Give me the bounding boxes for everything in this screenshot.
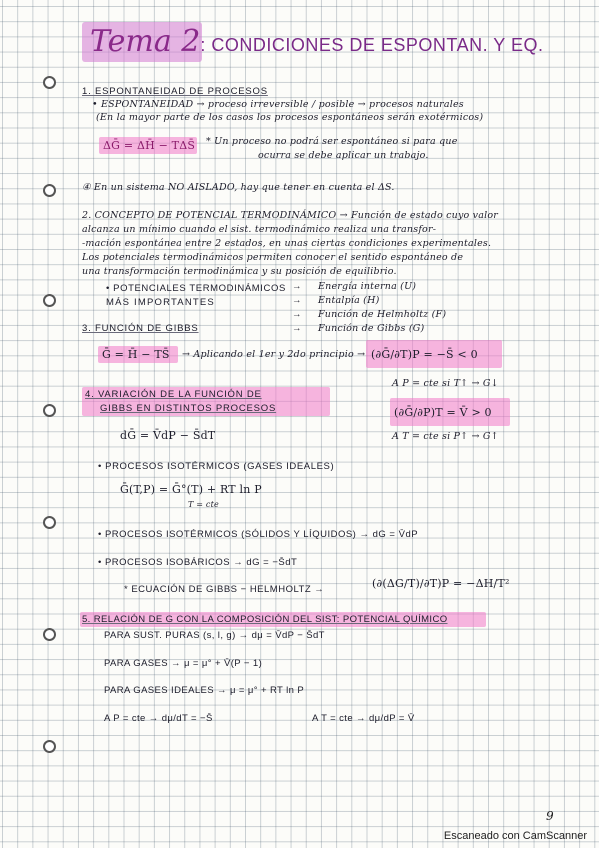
page-title (90, 24, 543, 59)
s5-line-2: PARA GASES → μ = μ° + V̄(P − 1) (104, 658, 263, 669)
s5-line-3: PARA GASES IDEALES → μ = μ° + RT ln P (104, 685, 305, 696)
arrow: → (292, 309, 302, 320)
s4-isothermal-gases: • PROCESOS ISOTÉRMICOS (GASES IDEALES) (98, 461, 335, 472)
title-rest: : CONDICIONES DE ESPONTAN. Y EQ. (200, 35, 544, 55)
arrow: → (292, 323, 302, 334)
s2-line-4: Los potenciales termodinámicos permiten conocer el sentido espontáneo de (82, 252, 464, 263)
binder-hole (43, 740, 56, 753)
s2-left-1: • POTENCIALES TERMODINÁMICOS (106, 283, 286, 294)
s2-line-2: alcanza un mínimo cuando el sist. termodinámico realiza una transfor- (82, 224, 437, 235)
section-3-heading: 3. FUNCIÓN DE GIBBS (82, 323, 199, 334)
s4-condition: A T = cte si P↑ → G↑ (392, 431, 499, 442)
binder-hole (43, 404, 56, 417)
potential-item: Función de Gibbs (G) (318, 323, 425, 334)
s1-line-1: • ESPONTANEIDAD → proceso irreversible / posible → procesos naturales (92, 99, 464, 110)
binder-hole (43, 294, 56, 307)
s2-left-2: MÁS IMPORTANTES (106, 297, 215, 308)
s4-gibbs-helmholtz: * ECUACIÓN DE GIBBS − HELMHOLTZ → (124, 584, 325, 595)
title-row (82, 18, 562, 68)
s1-note-1: * Un proceso no podrá ser espontáneo si para que (206, 136, 458, 147)
arrow: → (292, 281, 302, 292)
section-1-heading: 1. ESPONTANEIDAD DE PROCESOS (82, 86, 268, 97)
s4-gibbs-helmholtz-eq: (∂(ΔG/T)/∂T)P = −ΔH/T² (372, 577, 510, 590)
binder-hole (43, 184, 56, 197)
potential-item: Función de Helmholtz (F) (318, 309, 447, 320)
s4-isobaric: • PROCESOS ISOBÁRICOS → dG = −S̄dT (98, 557, 298, 568)
potential-item: Energía interna (U) (318, 281, 417, 292)
binder-hole (43, 628, 56, 641)
arrow: → (292, 295, 302, 306)
potential-item: Entalpía (H) (318, 295, 380, 306)
page-number: 9 (546, 809, 554, 823)
s2-line-3: -mación espontánea entre 2 estados, en unas ciertas condiciones experimentales. (82, 238, 492, 249)
s2-line-1: 2. CONCEPTO DE POTENCIAL TERMODINÁMICO → Función de estado cuyo valor (82, 210, 499, 221)
s3-formula: Ḡ = H̄ − TS̄ (102, 348, 170, 361)
s3-apply: → Aplicando el 1er y 2do principio → (182, 349, 366, 360)
scanner-watermark: Escaneado con CamScanner (443, 830, 587, 842)
binder-hole (43, 516, 56, 529)
s3-derivative: (∂Ḡ/∂T)P = −S̄ < 0 (371, 348, 478, 361)
s5-line-4a: A P = cte → dμ/dT = −S̄ (104, 713, 213, 724)
s2-line-5: una transformación termodinámica y su posición de equilibrio. (82, 266, 397, 277)
s4-isothermal-solids: • PROCESOS ISOTÉRMICOS (SÓLIDOS Y LÍQUIDOS) → dG = V̄dP (98, 529, 419, 540)
s1-line-3: ④ En un sistema NO AISLADO, hay que tener en cuenta el ΔS. (82, 182, 395, 193)
s1-line-2: (En la mayor parte de los casos los procesos espontáneos serán exotérmicos) (96, 112, 484, 123)
s4-isothermal-gases-sub: T = cte (188, 500, 219, 509)
section-4-heading-2: GIBBS EN DISTINTOS PROCESOS (100, 403, 277, 414)
s3-condition: A P = cte si T↑ → G↓ (392, 378, 499, 389)
binder-hole (43, 76, 56, 89)
s1-formula: ΔḠ = ΔH̄ − TΔS̄ (103, 139, 196, 152)
s4-isothermal-gases-eq: Ḡ(T,P) = Ḡ°(T) + RT ln P (120, 483, 262, 496)
s5-line-4b: A T = cte → dμ/dP = V̄ (312, 713, 415, 724)
section-4-heading-1: 4. VARIACIÓN DE LA FUNCIÓN DE (85, 389, 262, 400)
s4-derivative: (∂Ḡ/∂P)T = V̄ > 0 (394, 406, 492, 419)
s1-note-2: ocurra se debe aplicar un trabajo. (258, 150, 429, 161)
section-5-heading: 5. RELACIÓN DE G CON LA COMPOSICIÓN DEL SIST: POTENCIAL QUÍMICO (82, 614, 448, 625)
s5-line-1: PARA SUST. PURAS (s, l, g) → dμ = V̄dP − S̄dT (104, 630, 325, 641)
title-prefix: Tema 2 (90, 24, 201, 59)
s4-dg: dḠ = V̄dP − S̄dT (120, 429, 216, 442)
